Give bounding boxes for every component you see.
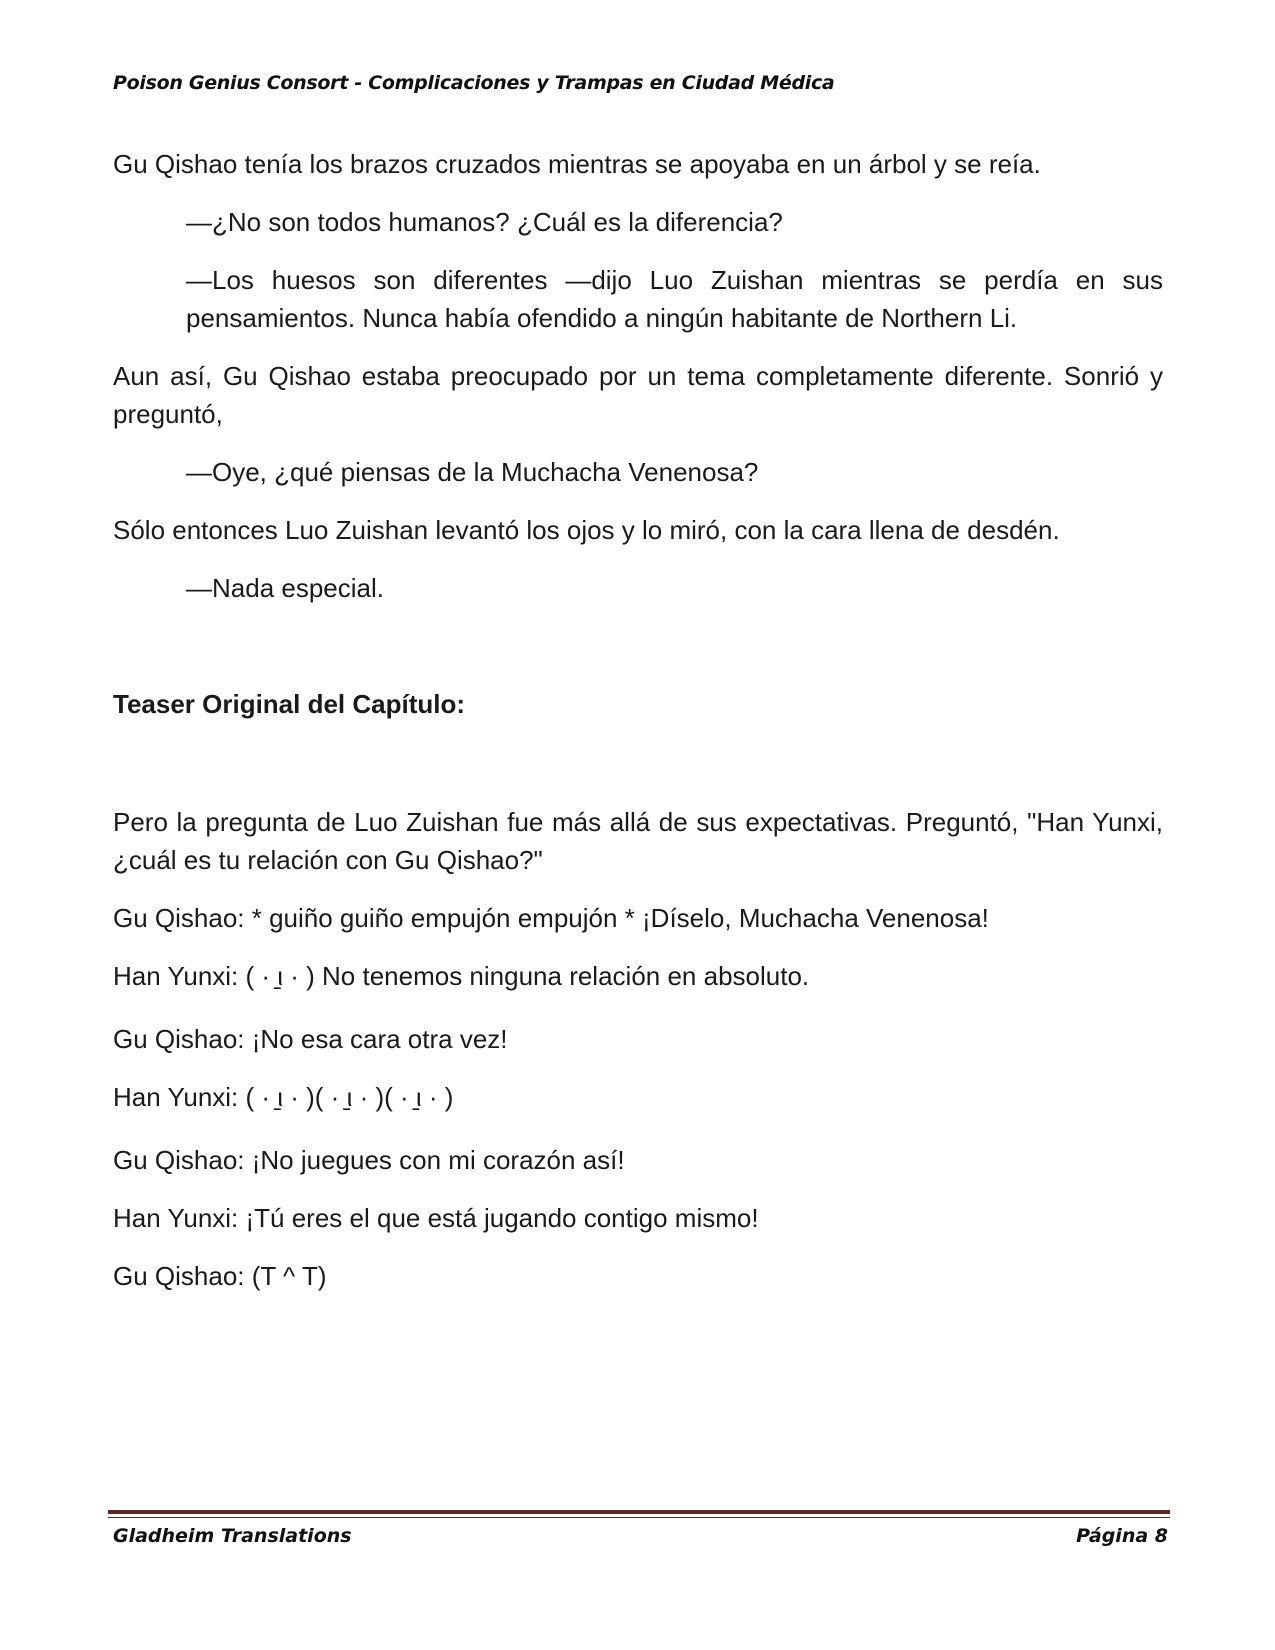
document-body [113, 145, 1163, 1315]
teaser-line: Han Yunxi: ( · ̱ι · )( · ̱ι · )( · ̱ι · ) [113, 1082, 454, 1112]
teaser-heading: Teaser Original del Capítulo: [113, 689, 466, 719]
body-paragraph: Gu Qishao tenía los brazos cruzados mientras se apoyaba en un árbol y se reía. [113, 149, 1041, 179]
footer-page-number: Página 8 [1076, 1525, 1168, 1547]
page-header-title: Poison Genius Consort - Complicaciones y Trampas en Ciudad Médica [113, 72, 835, 94]
teaser-line: Gu Qishao: ¡No juegues con mi corazón así! [113, 1145, 625, 1175]
teaser-line: Gu Qishao: (T ^ T) [113, 1261, 327, 1291]
teaser-paragraph: Pero la pregunta de Luo Zuishan fue más allá de sus expectativas. Preguntó, "Han Yunxi, ¿cuál es tu relación con Gu Qishao?" [113, 807, 1163, 875]
teaser-line: Gu Qishao: ¡No esa cara otra vez! [113, 1024, 508, 1054]
dialogue-line: —¿No son todos humanos? ¿Cuál es la diferencia? [186, 207, 783, 237]
dialogue-line: —Nada especial. [186, 573, 384, 603]
footer-divider [108, 1510, 1170, 1514]
teaser-line: Han Yunxi: ( · ̱ι · ) No tenemos ninguna relación en absoluto. [113, 961, 810, 991]
teaser-line: Gu Qishao: * guiño guiño empujón empujón * ¡Díselo, Muchacha Venenosa! [113, 903, 989, 933]
footer-publisher: Gladheim Translations [113, 1525, 352, 1547]
dialogue-line: —Los huesos son diferentes —dijo Luo Zuishan mientras se perdía en sus pensamientos. Nunca había ofendido a ningún habitante de Northern Li. [186, 265, 1163, 333]
footer-divider-thin [108, 1517, 1170, 1518]
teaser-line: Han Yunxi: ¡Tú eres el que está jugando contigo mismo! [113, 1203, 759, 1233]
dialogue-line: —Oye, ¿qué piensas de la Muchacha Venenosa? [186, 457, 759, 487]
body-paragraph: Aun así, Gu Qishao estaba preocupado por un tema completamente diferente. Sonrió y preguntó, [113, 361, 1163, 429]
body-paragraph: Sólo entonces Luo Zuishan levantó los ojos y lo miró, con la cara llena de desdén. [113, 515, 1060, 545]
